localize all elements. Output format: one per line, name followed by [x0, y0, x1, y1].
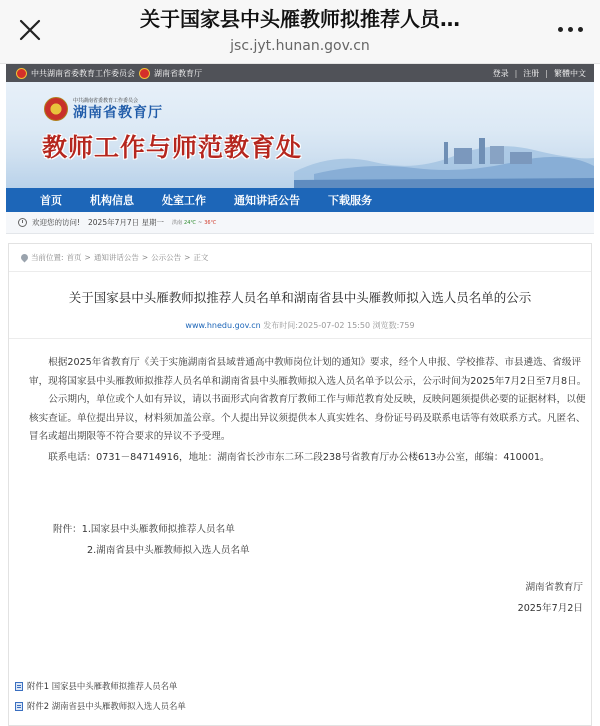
register-link[interactable]: 注册	[523, 68, 540, 78]
site-banner	[6, 82, 594, 188]
document-icon	[15, 682, 23, 691]
divider: |	[545, 68, 548, 78]
nav-notices[interactable]: 通知讲话公告	[234, 194, 300, 207]
welcome-text: 欢迎您的访问!	[32, 218, 81, 227]
browser-url: jsc.jyt.hunan.gov.cn	[230, 38, 370, 54]
breadcrumb-home[interactable]: 首页	[66, 253, 82, 262]
file-link-2[interactable]	[15, 696, 186, 716]
attachment-list	[53, 519, 250, 561]
attachment-item-2: 2.湖南省县中头雁教师拟入选人员名单	[87, 545, 250, 556]
article-body	[29, 354, 589, 468]
paragraph-objection: 公示期内，单位或个人如有异议，请以书面形式向省教育厅教师工作与师范教育处反映，反映问题须提供必要的证据材料，以便核实查证。单位提出异议，材料须加盖公章。个人提出异议须提供本人真实姓名、身份证号码及联系电话等有效联系方式。凡匿名、冒名或超出期限等不符合要求的异议不予受理。	[29, 394, 586, 443]
temp-low: 24℃	[184, 219, 197, 226]
traditional-chinese-link[interactable]: 繁體中文	[554, 68, 586, 78]
login-link[interactable]: 登录	[492, 68, 509, 78]
breadcrumb-sep: >	[184, 253, 191, 262]
file-downloads	[15, 676, 186, 716]
contact-info: 联系电话：0731－84714916，地址：湖南省长沙市东二环二段238号省教育厅办公楼613办公室，邮编：410001。	[48, 451, 550, 463]
nav-home[interactable]: 首页	[40, 194, 62, 207]
more-options-icon[interactable]	[552, 14, 588, 44]
breadcrumb-sep: >	[84, 253, 91, 262]
divider: |	[514, 68, 518, 78]
nav-downloads[interactable]: 下载服务	[328, 194, 372, 207]
location-pin-icon	[20, 253, 30, 263]
breadcrumb-current: 正文	[193, 253, 209, 262]
file-name-2[interactable]: 附件2 湖南省县中头雁教师拟入选人员名单	[27, 701, 186, 711]
article-card	[8, 243, 592, 726]
breadcrumb-label: 当前位置:	[31, 253, 64, 262]
current-date: 2025年7月7日 星期一	[88, 218, 165, 227]
logo-subtitle: 中共湖南省委教育工作委员会	[73, 97, 139, 104]
breadcrumb	[9, 244, 591, 272]
document-icon	[15, 702, 23, 711]
org-link-edu[interactable]: 湖南省教育厅	[154, 68, 202, 78]
party-emblem-icon	[16, 68, 27, 79]
breadcrumb-announcements[interactable]: 公示公告	[151, 253, 182, 262]
signer-name: 湖南省教育厅	[525, 582, 583, 593]
logo-title: 湖南省教育厅	[73, 104, 163, 121]
weather-city: 洪南	[172, 220, 183, 226]
breadcrumb-sep: >	[141, 253, 149, 262]
signature-block	[518, 577, 583, 619]
browser-header	[0, 0, 600, 64]
welcome-bar	[6, 212, 594, 234]
publish-time: 发布时间:2025-07-02 15:50	[263, 321, 371, 330]
article-source-link[interactable]: www.hnedu.gov.cn	[185, 321, 261, 330]
cityscape-image	[294, 122, 594, 188]
article-title: 关于国家县中头雁教师拟推荐人员名单和湖南省县中头雁教师拟入选人员名单的公示	[68, 290, 532, 305]
main-nav	[6, 188, 594, 212]
temp-separator: ~	[198, 219, 203, 226]
nav-office-work[interactable]: 处室工作	[162, 194, 206, 207]
sign-date: 2025年7月2日	[517, 603, 583, 614]
temp-high: 36℃	[204, 219, 217, 226]
attachment-item-1: 附件：1.国家县中头雁教师拟推荐人员名单	[53, 524, 235, 535]
file-name-1[interactable]: 附件1 国家县中头雁教师拟推荐人员名单	[27, 681, 178, 691]
seal-icon	[44, 97, 68, 121]
article-meta	[9, 320, 591, 331]
browser-page-title: 关于国家县中头雁教师拟推荐人员…	[140, 7, 460, 31]
file-link-1[interactable]	[15, 676, 186, 696]
breadcrumb-notices[interactable]: 通知讲话公告	[93, 253, 139, 262]
site-top-strip	[6, 64, 594, 82]
banner-title: 教师工作与师范教育处	[42, 133, 303, 162]
site-logo[interactable]	[44, 97, 163, 121]
weather-info	[172, 219, 216, 226]
divider	[9, 338, 591, 339]
clock-icon	[18, 218, 27, 227]
nav-institution[interactable]: 机构信息	[90, 194, 134, 207]
close-icon[interactable]	[12, 12, 48, 48]
edu-emblem-icon	[139, 68, 150, 79]
paragraph-intro: 根据2025年省教育厅《关于实施湖南省县域普通高中教师岗位计划的通知》要求，经个人申报、学校推荐、市县遴选、省级评审，现将国家县中头雁教师拟推荐人员名单和湖南省县中头雁教师拟入选人员名单予以公示，公示时间为2025年7月2日至7月8日。	[29, 357, 587, 387]
org-link-party[interactable]: 中共湖南省委教育工作委员会	[31, 68, 135, 78]
view-count: 浏览数:759	[372, 321, 415, 330]
